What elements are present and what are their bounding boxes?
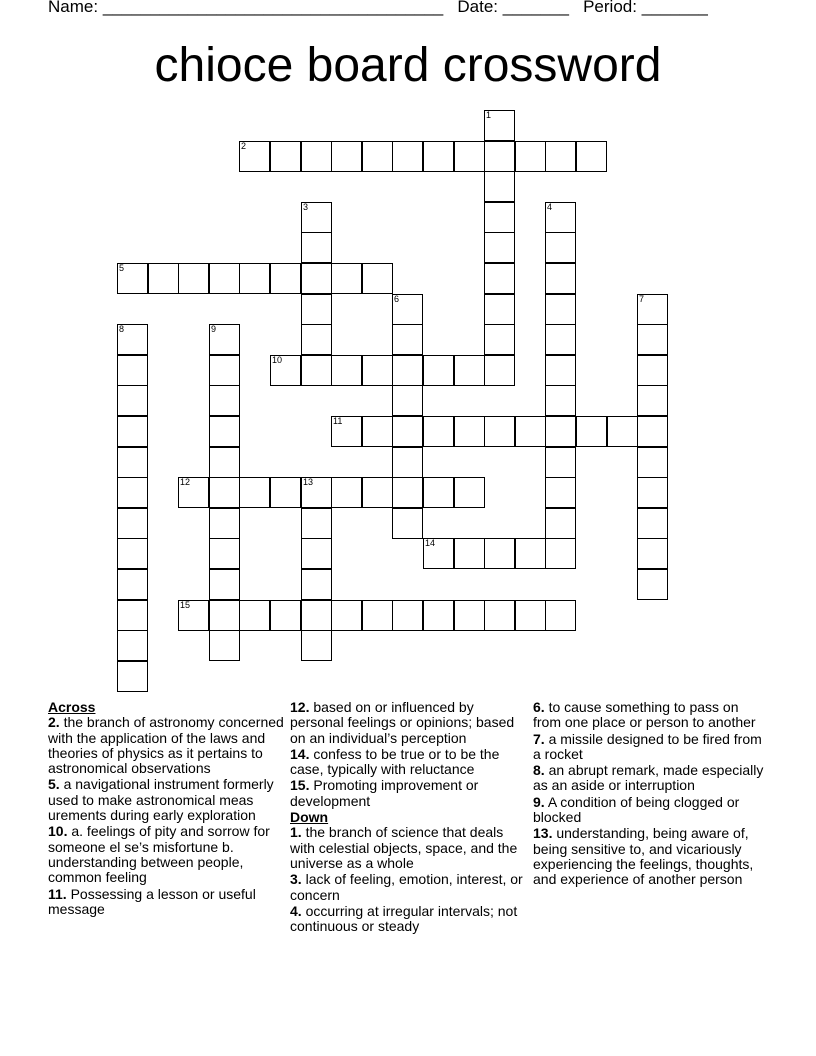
name-label: Name: [48, 0, 99, 16]
grid-cell[interactable] [392, 600, 423, 631]
clue-down-6 [533, 700, 769, 731]
grid-cell[interactable] [545, 508, 576, 539]
grid-cell[interactable] [576, 416, 607, 447]
grid-cell[interactable] [239, 477, 270, 508]
clue-text: based on or influenced by personal feelings or opinions; based on an individual’s perception [290, 699, 515, 746]
clue-across-2 [48, 715, 284, 776]
cell-number: 4 [547, 202, 553, 212]
grid-cell[interactable] [637, 447, 668, 478]
grid-cell[interactable] [545, 538, 576, 569]
cell-number: 14 [425, 538, 436, 548]
clue-number: 3. [290, 871, 302, 888]
clue-text: a navigational instrument formerly used to make astronomical meas urements during early exploration [48, 776, 274, 824]
grid-cell[interactable] [484, 232, 515, 263]
grid-cell[interactable] [637, 294, 668, 325]
clue-number: 10. [48, 823, 68, 840]
clue-text: the branch of astronomy concerned with the application of the laws and theories of physics as it pertains to astronomical observations [48, 714, 284, 777]
clue-text: understanding, being aware of, being sensitive to, and vicariously experiencing the feelings, thoughts, and experience of another person [533, 825, 754, 888]
cell-number: 7 [639, 294, 645, 304]
grid-cell[interactable] [209, 355, 240, 386]
grid-cell[interactable] [178, 600, 209, 631]
grid-cell[interactable] [637, 477, 668, 508]
grid-cell[interactable] [484, 141, 515, 172]
grid-cell[interactable] [301, 630, 332, 661]
grid-cell[interactable] [239, 263, 270, 294]
grid-cell[interactable] [301, 538, 332, 569]
clue-text: lack of feeling, emotion, interest, or concern [290, 871, 523, 903]
clue-down-9 [533, 795, 769, 826]
clue-number: 7. [533, 730, 545, 747]
grid-cell[interactable] [392, 355, 423, 386]
cell-number: 1 [486, 110, 492, 120]
grid-cell[interactable] [423, 538, 454, 569]
clue-text: Promoting improvement or development [290, 777, 479, 809]
grid-cell[interactable] [209, 447, 240, 478]
clue-text: an abrupt remark, made especially as an aside or interruption [533, 762, 764, 794]
cell-number: 15 [180, 600, 191, 610]
grid-cell[interactable] [362, 263, 393, 294]
clue-number: 9. [533, 793, 545, 810]
cell-number: 8 [119, 324, 125, 334]
clue-number: 2. [48, 714, 60, 731]
grid-cell[interactable] [545, 477, 576, 508]
grid-cell[interactable] [362, 416, 393, 447]
grid-cell[interactable] [484, 600, 515, 631]
grid-cell[interactable] [117, 263, 148, 294]
grid-cell[interactable] [117, 416, 148, 447]
clue-text: the branch of science that deals with celestial objects, space, and the universe as a whole [290, 824, 518, 871]
grid-cell[interactable] [545, 294, 576, 325]
clue-text: a missile designed to be fired from a rocket [533, 730, 762, 762]
grid-cell[interactable] [117, 355, 148, 386]
grid-cell[interactable] [545, 447, 576, 478]
grid-cell[interactable] [362, 600, 393, 631]
grid-cell[interactable] [209, 630, 240, 661]
clue-column-3 [533, 700, 769, 889]
grid-cell[interactable] [515, 538, 546, 569]
grid-cell[interactable] [515, 141, 546, 172]
cell-number: 11 [333, 416, 343, 426]
cell-number: 5 [119, 263, 125, 273]
clue-down-3 [290, 872, 526, 903]
grid-cell[interactable] [423, 477, 454, 508]
grid-cell[interactable] [301, 202, 332, 233]
grid-cell[interactable] [331, 416, 362, 447]
grid-cell[interactable] [301, 600, 332, 631]
clue-text: Possessing a lesson or useful message [48, 885, 256, 917]
grid-cell[interactable] [392, 416, 423, 447]
grid-cell[interactable] [637, 569, 668, 600]
grid-cell[interactable] [423, 600, 454, 631]
period-label: Period: [583, 0, 637, 16]
clue-across-15 [290, 778, 526, 809]
clue-number: 4. [290, 902, 302, 919]
grid-cell[interactable] [117, 447, 148, 478]
grid-cell[interactable] [454, 416, 485, 447]
clue-number: 11. [48, 885, 67, 902]
grid-cell[interactable] [270, 477, 301, 508]
grid-cell[interactable] [117, 661, 148, 692]
grid-cell[interactable] [637, 355, 668, 386]
clue-column-2 [290, 700, 526, 935]
clue-down-4 [290, 904, 526, 935]
grid-cell[interactable] [515, 600, 546, 631]
grid-cell[interactable] [484, 294, 515, 325]
grid-cell[interactable] [331, 477, 362, 508]
grid-cell[interactable] [545, 416, 576, 447]
grid-cell[interactable] [209, 324, 240, 355]
grid-cell[interactable] [545, 202, 576, 233]
grid-cell[interactable] [209, 569, 240, 600]
grid-cell[interactable] [423, 416, 454, 447]
grid-cell[interactable] [454, 355, 485, 386]
clue-number: 15. [290, 777, 310, 794]
grid-cell[interactable] [484, 202, 515, 233]
grid-cell[interactable] [301, 232, 332, 263]
grid-cell[interactable] [270, 263, 301, 294]
grid-cell[interactable] [392, 294, 423, 325]
clue-number: 12. [290, 699, 310, 715]
grid-cell[interactable] [392, 141, 423, 172]
grid-cell[interactable] [637, 538, 668, 569]
cell-number: 13 [303, 477, 314, 487]
grid-cell[interactable] [515, 416, 546, 447]
grid-cell[interactable] [301, 141, 332, 172]
cell-number: 9 [211, 324, 217, 334]
grid-cell[interactable] [209, 416, 240, 447]
clue-number: 6. [533, 699, 545, 715]
grid-cell[interactable] [362, 355, 393, 386]
grid-cell[interactable] [392, 477, 423, 508]
grid-cell[interactable] [178, 263, 209, 294]
grid-cell[interactable] [178, 477, 209, 508]
grid-cell[interactable] [301, 263, 332, 294]
grid-cell[interactable] [545, 141, 576, 172]
grid-cell[interactable] [607, 416, 638, 447]
grid-cell[interactable] [392, 385, 423, 416]
grid-cell[interactable] [270, 600, 301, 631]
grid-cell[interactable] [117, 477, 148, 508]
grid-cell[interactable] [423, 355, 454, 386]
grid-cell[interactable] [301, 477, 332, 508]
grid-cell[interactable] [484, 538, 515, 569]
grid-cell[interactable] [209, 600, 240, 631]
clue-across-12 [290, 700, 526, 746]
grid-cell[interactable] [270, 355, 301, 386]
page-title: chioce board crossword [154, 39, 662, 92]
grid-cell[interactable] [117, 385, 148, 416]
cell-number: 3 [303, 202, 309, 212]
grid-cell[interactable] [484, 171, 515, 202]
grid-cell[interactable] [637, 385, 668, 416]
grid-cell[interactable] [209, 263, 240, 294]
grid-cell[interactable] [301, 324, 332, 355]
grid-cell[interactable] [209, 477, 240, 508]
grid-cell[interactable] [484, 110, 515, 141]
grid-cell[interactable] [484, 416, 515, 447]
grid-cell[interactable] [545, 232, 576, 263]
clue-text: occurring at irregular intervals; not continuous or steady [290, 902, 518, 935]
cell-number: 2 [241, 141, 247, 151]
grid-cell[interactable] [117, 538, 148, 569]
clue-number: 8. [533, 762, 545, 779]
clue-across-14 [290, 747, 526, 778]
clue-across-11 [48, 887, 284, 918]
grid-cell[interactable] [392, 508, 423, 539]
clue-text: confess to be true or to be the case, typically with reluctance [290, 745, 500, 778]
clue-text: to cause something to pass on from one place or person to another [533, 699, 756, 731]
grid-cell[interactable] [148, 263, 179, 294]
date-blank[interactable]: _______ [502, 0, 569, 16]
grid-cell[interactable] [301, 355, 332, 386]
grid-cell[interactable] [392, 447, 423, 478]
grid-cell[interactable] [331, 141, 362, 172]
clue-across-10 [48, 824, 284, 885]
grid-cell[interactable] [362, 141, 393, 172]
grid-cell[interactable] [545, 263, 576, 294]
grid-cell[interactable] [454, 477, 485, 508]
grid-cell[interactable] [637, 416, 668, 447]
grid-cell[interactable] [545, 355, 576, 386]
clue-down-13 [533, 826, 769, 887]
grid-cell[interactable] [301, 569, 332, 600]
grid-cell[interactable] [117, 508, 148, 539]
grid-cell[interactable] [331, 600, 362, 631]
grid-cell[interactable] [362, 477, 393, 508]
cell-number: 10 [272, 355, 283, 365]
grid-cell[interactable] [331, 355, 362, 386]
clue-text: A condition of being clogged or blocked [533, 793, 740, 826]
clue-number: 14. [290, 745, 310, 762]
clue-down-1 [290, 825, 526, 871]
across-heading: Across [48, 699, 96, 715]
grid-cell[interactable] [423, 141, 454, 172]
grid-cell[interactable] [484, 355, 515, 386]
grid-cell[interactable] [239, 141, 270, 172]
grid-cell[interactable] [637, 324, 668, 355]
grid-cell[interactable] [454, 141, 485, 172]
clue-down-8 [533, 763, 769, 794]
grid-cell[interactable] [117, 324, 148, 355]
grid-cell[interactable] [117, 569, 148, 600]
clue-text: a. feelings of pity and sorrow for someone el se’s misfortune b. understanding between people, common feeling [48, 823, 270, 886]
grid-cell[interactable] [576, 141, 607, 172]
date-label: Date: [457, 0, 498, 16]
grid-cell[interactable] [454, 600, 485, 631]
grid-cell[interactable] [637, 508, 668, 539]
grid-cell[interactable] [545, 385, 576, 416]
grid-cell[interactable] [270, 141, 301, 172]
grid-cell[interactable] [454, 538, 485, 569]
grid-cell[interactable] [392, 324, 423, 355]
clue-number: 13. [533, 825, 553, 842]
grid-cell[interactable] [301, 508, 332, 539]
grid-cell[interactable] [209, 508, 240, 539]
clue-down-7 [533, 732, 769, 763]
name-blank[interactable]: ____________________________________ [102, 0, 444, 16]
clue-across-5 [48, 777, 284, 823]
cell-number: 12 [180, 477, 191, 487]
grid-cell[interactable] [545, 324, 576, 355]
grid-cell[interactable] [239, 600, 270, 631]
clue-number: 5. [48, 776, 60, 793]
cell-number: 6 [394, 294, 400, 304]
grid-cell[interactable] [117, 630, 148, 661]
grid-cell[interactable] [545, 600, 576, 631]
down-heading: Down [290, 809, 329, 826]
period-blank[interactable]: _______ [641, 0, 708, 16]
grid-cell[interactable] [209, 538, 240, 569]
grid-cell[interactable] [484, 324, 515, 355]
clue-number: 1. [290, 824, 302, 841]
grid-cell[interactable] [301, 294, 332, 325]
grid-cell[interactable] [209, 385, 240, 416]
grid-cell[interactable] [484, 263, 515, 294]
grid-cell[interactable] [117, 600, 148, 631]
grid-cell[interactable] [331, 263, 362, 294]
clue-column-1 [48, 700, 284, 918]
